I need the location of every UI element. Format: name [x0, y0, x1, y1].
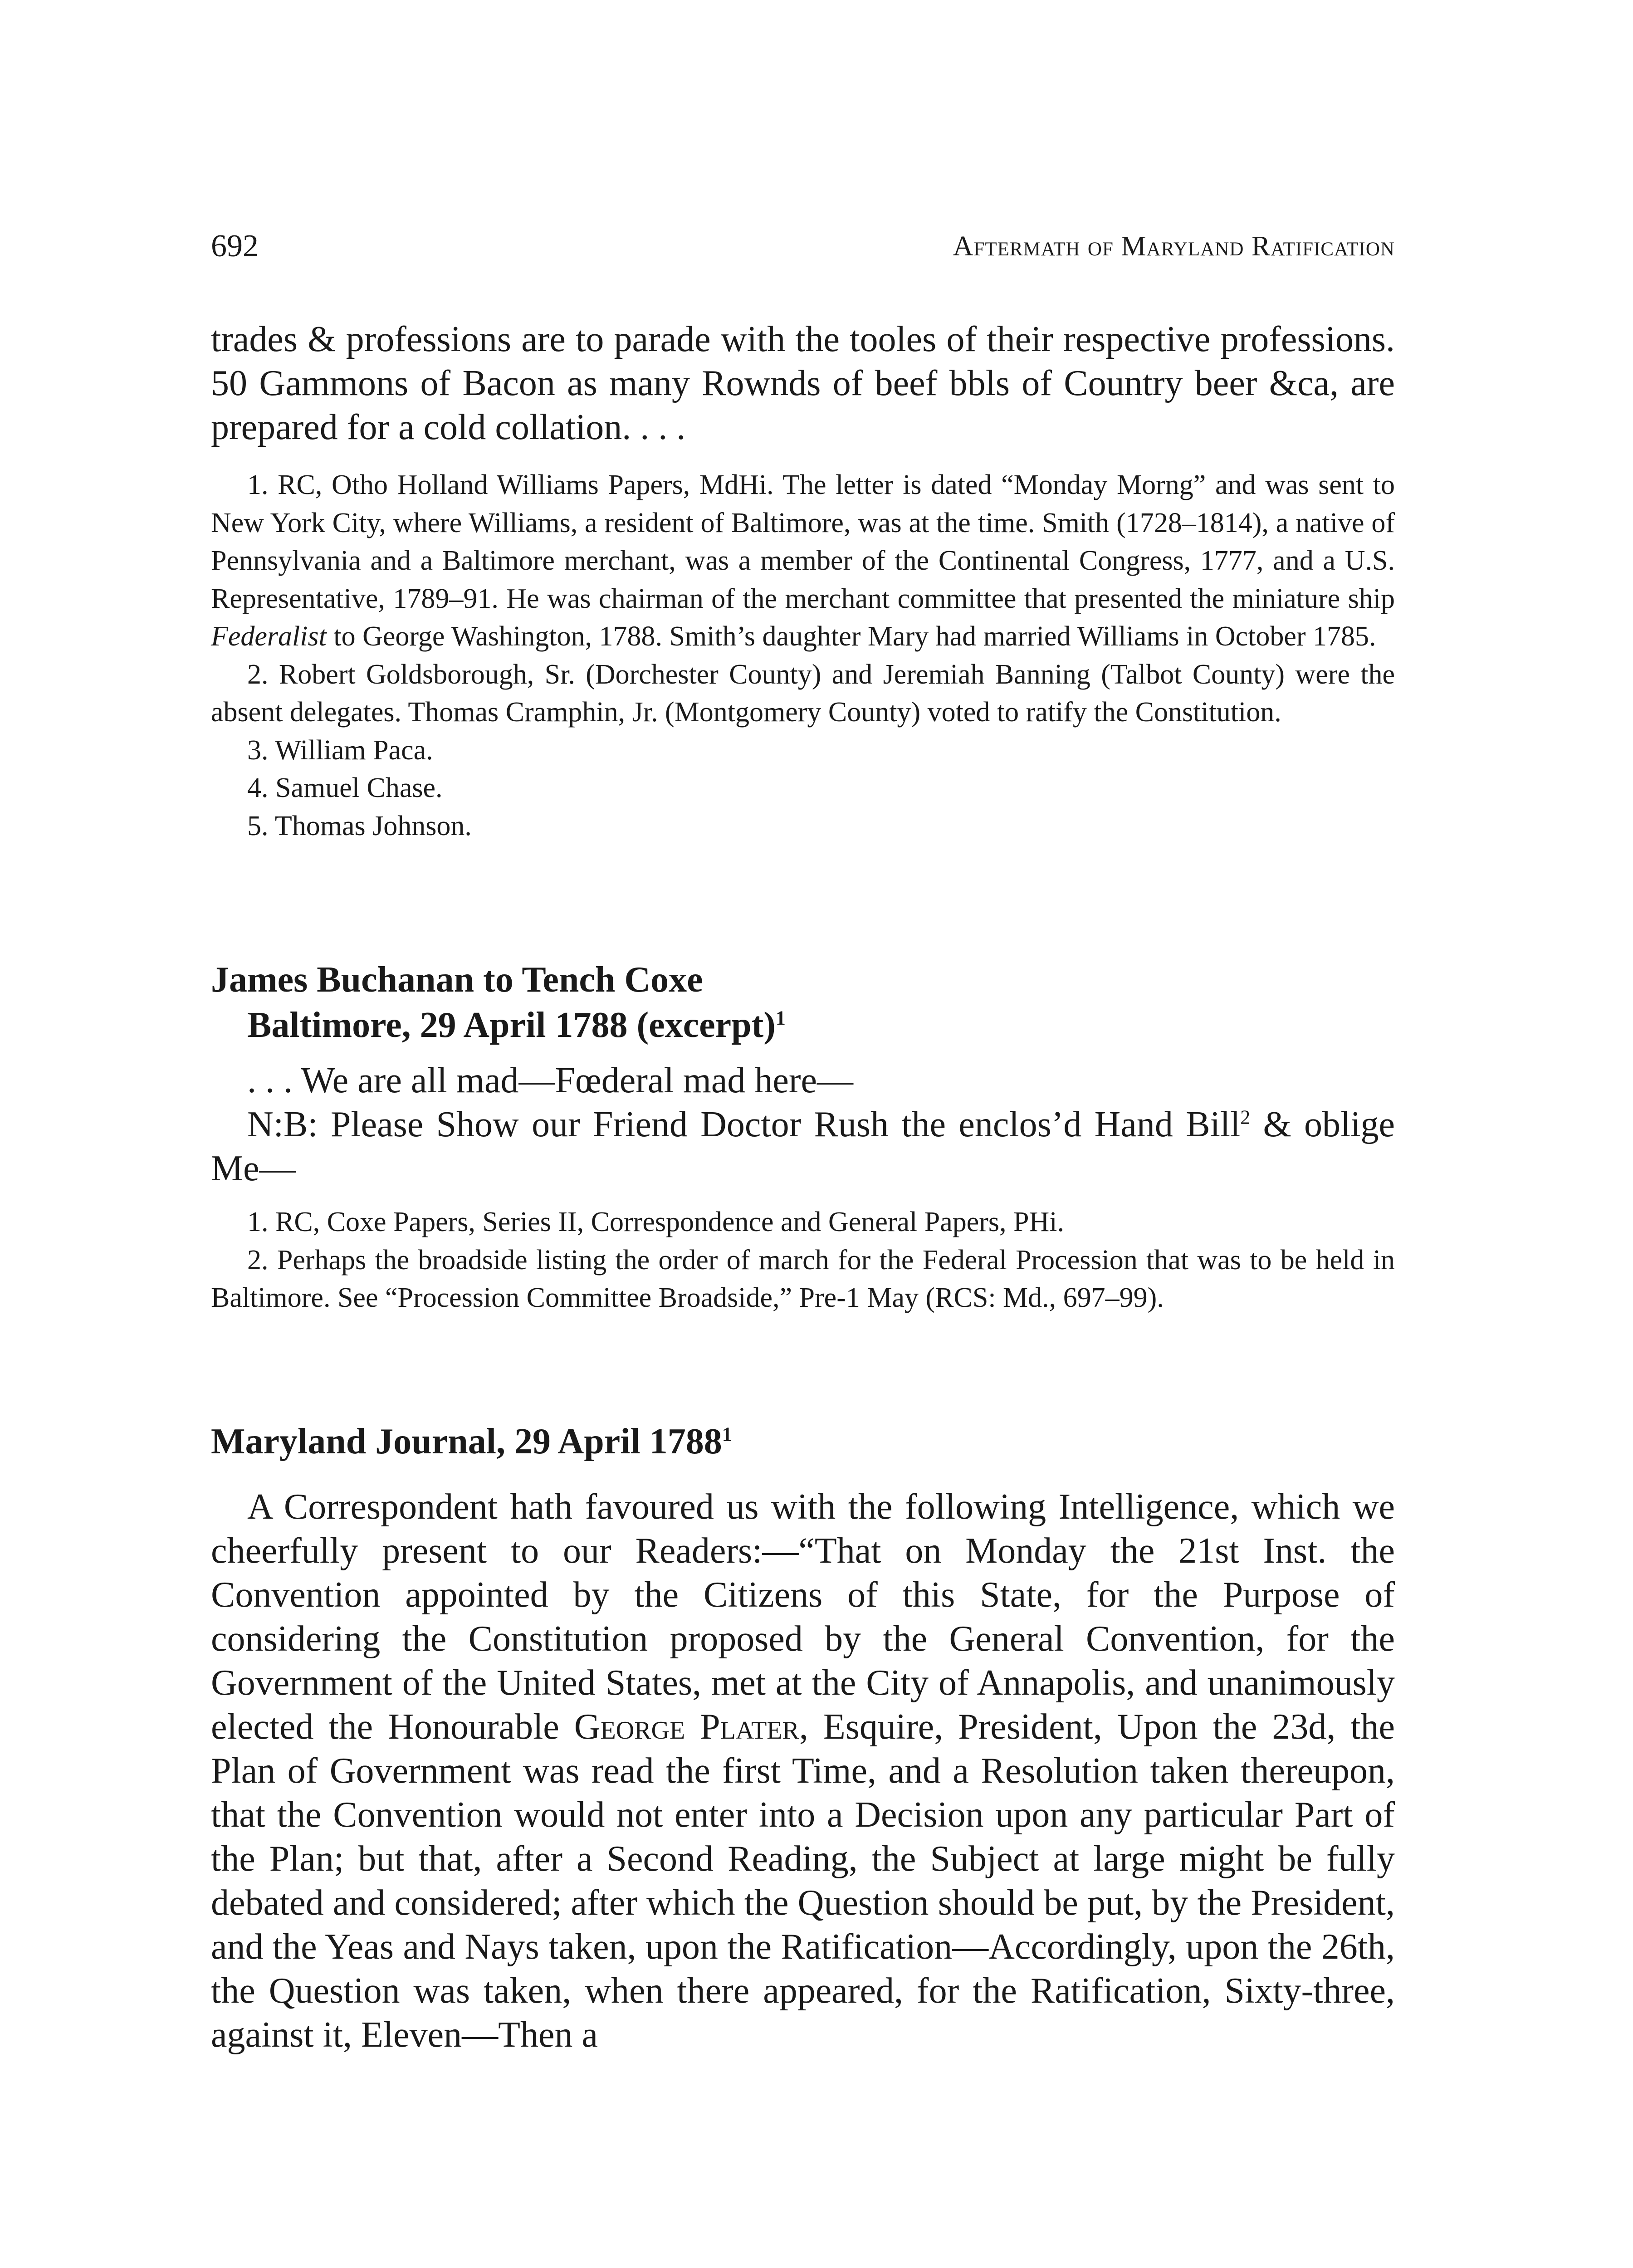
- journal-heading-text: Maryland Journal, 29 April 1788: [211, 1422, 722, 1461]
- journal-heading-footnote-marker: 1: [722, 1423, 732, 1446]
- document-dateline-buchanan: [211, 1002, 1395, 1048]
- buchanan-footnote-2: 2. Perhaps the broadside listing the order of march for the Federal Procession that was to be held in Baltimore. See “Procession Committee Broadside,” Pre-1 May (RCS: Md., 697–99).: [211, 1244, 1395, 1313]
- footnote-4: 4. Samuel Chase.: [247, 772, 443, 803]
- continuation-paragraph: trades & professions are to parade with the tooles of their respective professions. 50 Gammons of Bacon as many Rownds of beef bbls of Country beer &ca, are prepared for a cold collation. . . .: [211, 319, 1395, 447]
- footnote-3: 3. William Paca.: [247, 734, 433, 766]
- buchanan-paragraph-2: [211, 1103, 1395, 1191]
- document-heading-maryland-journal: [211, 1419, 1395, 1464]
- footnote-1-text-b: to George Washington, 1788. Smith’s daughter Mary had married Williams in October 1785.: [326, 621, 1376, 652]
- buchanan-paragraph-1: . . . We are all mad—Fœderal mad here—: [247, 1061, 854, 1100]
- footnote-5: 5. Thomas Johnson.: [247, 810, 472, 841]
- footnote-1-ship-name: Federalist: [211, 621, 327, 652]
- buchanan-paragraph-2-text-b: & oblige Me—: [211, 1105, 1395, 1188]
- text-footnote-marker: 2: [1240, 1106, 1251, 1129]
- buchanan-paragraph-2-text-a: N:B: Please Show our Friend Doctor Rush the enclos’d Hand Bill: [247, 1105, 1241, 1144]
- running-head: [211, 226, 1395, 267]
- heading-footnote-marker: 1: [775, 1007, 786, 1029]
- journal-paragraph-text-a: A Correspondent hath favoured us with the following Intelligence, which we cheerfully present to our Readers:—“That on Monday the 21st Inst. the Convention appointed by the Citizens of this State, for the Purpose of considering the Constitution proposed by the General Convention, for the Government of the United States, met at the City of Annapolis, and unanimously elected the Honourable: [211, 1487, 1395, 1747]
- footnote-2: 2. Robert Goldsborough, Sr. (Dorchester County) and Jeremiah Banning (Talbot County) were the absent delegates. Thomas Cramphin, Jr. (Montgomery County) voted to ratify the Constitution.: [211, 659, 1395, 728]
- journal-paragraph-text-b: , Esquire, President, Upon the 23d, the Plan of Government was read the first Time, and a Resolution taken thereupon, that the Convention would not enter into a Decision upon any particular Part of the Plan; but that, after a Second Reading, the Subject at large might be fully debated and considered; after which the Question should be put, by the President, and the Yeas and Nays taken, upon the Ratification—Accordingly, upon the 26th, the Question was taken, when there appeared, for the Ratification, Sixty-three, against it, Eleven—Then a: [211, 1707, 1395, 2055]
- page-number: 692: [211, 229, 259, 264]
- footnote-1-text-a: 1. RC, Otho Holland Williams Papers, MdHi. The letter is dated “Monday Morng” and was sent to New York City, where Williams, a resident of Baltimore, was at the time. Smith (1728–1814), a native of Pennsylvania and a Baltimore merchant, was a member of the Continental Congress, 1777, and a U.S. Representative, 1789–91. He was chairman of the merchant committee that presented the miniature ship: [211, 469, 1395, 614]
- footnote-1: [211, 466, 1395, 656]
- buchanan-footnote-1: 1. RC, Coxe Papers, Series II, Correspondence and General Papers, PHi.: [247, 1207, 1065, 1237]
- section-buchanan-to-coxe: [211, 957, 1395, 1317]
- dateline-text: Baltimore, 29 April 1788 (excerpt): [247, 1005, 776, 1045]
- journal-president-name: George Plater: [574, 1707, 799, 1747]
- running-head-title: Aftermath of Maryland Ratification: [953, 231, 1395, 262]
- document-heading-buchanan: James Buchanan to Tench Coxe: [211, 960, 703, 1000]
- journal-paragraph: [211, 1485, 1395, 2057]
- footnotes-previous-document: [211, 466, 1395, 845]
- continuation-text-block: [211, 318, 1395, 450]
- section-maryland-journal: [211, 1419, 1395, 2057]
